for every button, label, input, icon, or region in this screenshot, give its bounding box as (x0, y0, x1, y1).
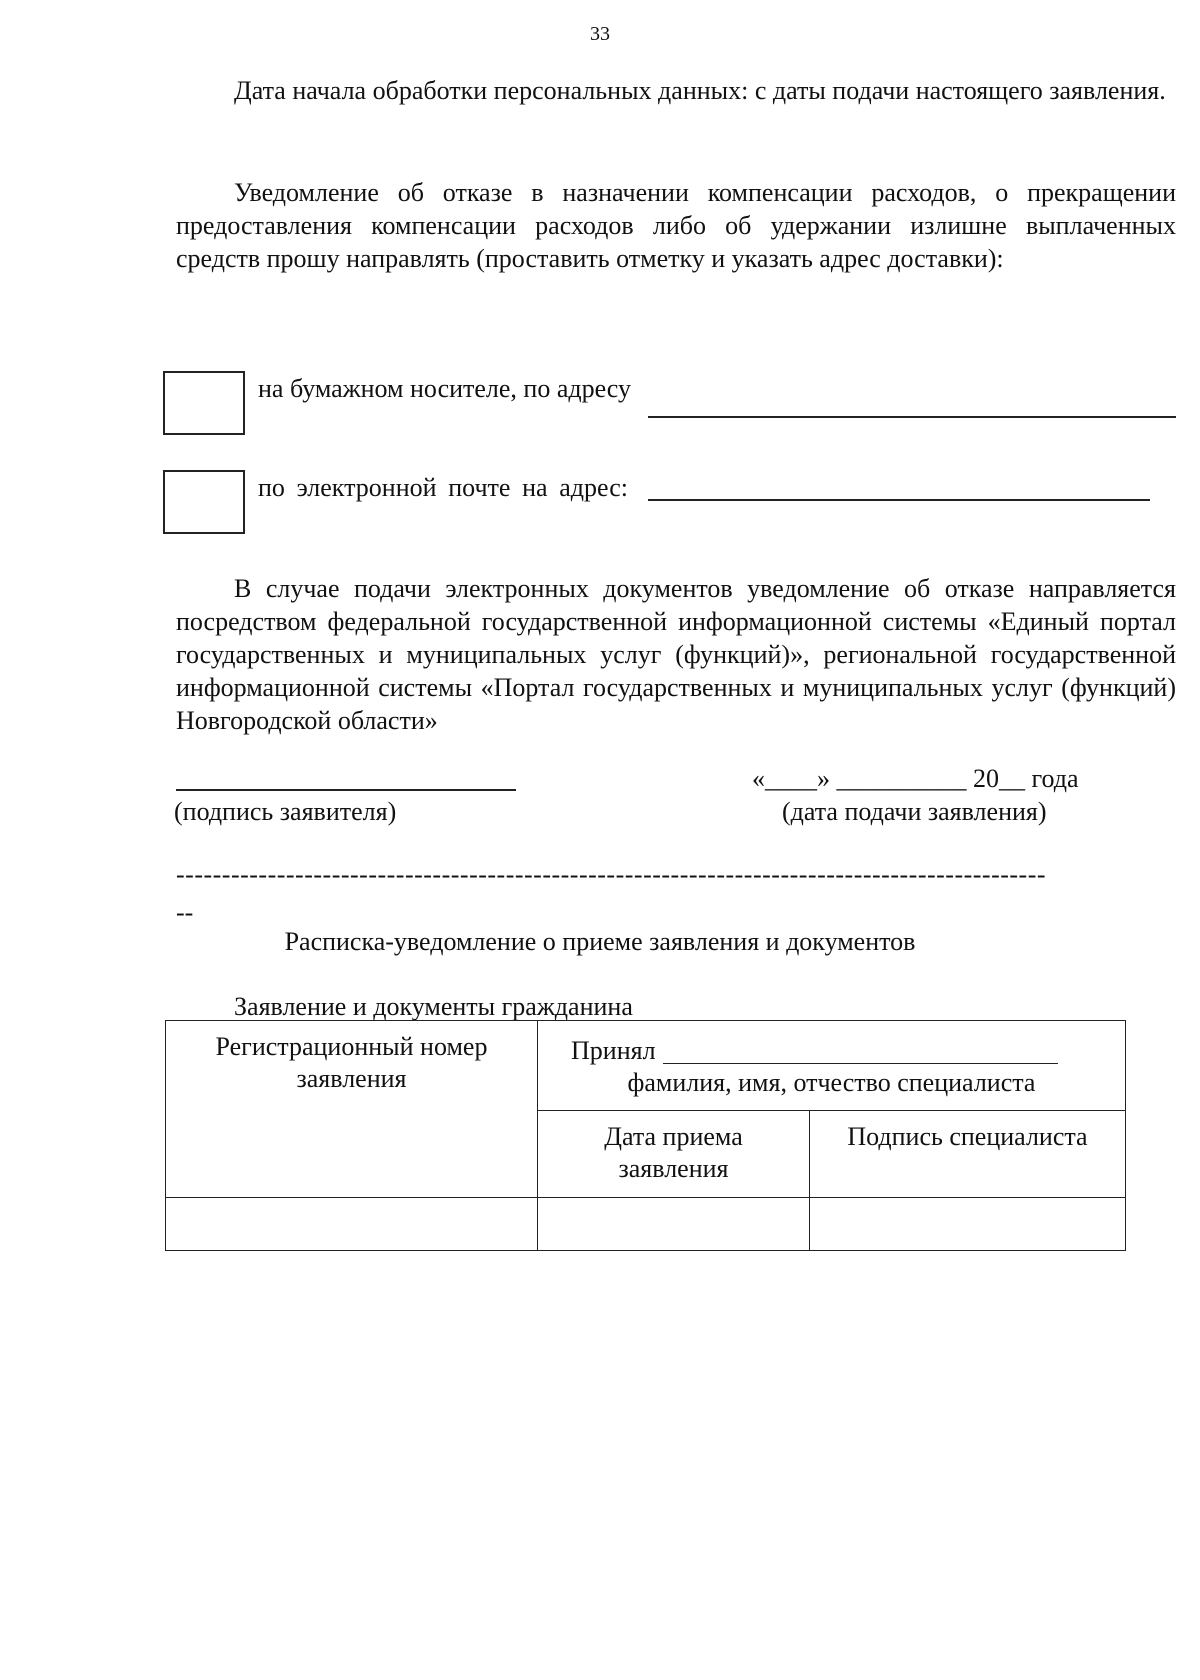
submission-date-line[interactable]: «____» __________ 20__ года (752, 764, 1079, 793)
reg-number-label: Регистрационный номер заявления (215, 1032, 488, 1093)
page-number: 33 (590, 23, 610, 45)
processing-start-text: Дата начала обработки персональных данных: с даты подачи настоящего заявления. (234, 76, 1166, 105)
applicant-signature-line[interactable] (176, 789, 516, 791)
accepted-by-cell (538, 1021, 1126, 1111)
receipt-date-value-cell[interactable] (538, 1198, 810, 1251)
reg-number-value-cell[interactable] (166, 1198, 538, 1251)
accepted-name-line[interactable] (663, 1063, 1058, 1064)
specialist-signature-cell (810, 1110, 1126, 1198)
email-delivery-label-line1 (258, 471, 628, 504)
applicant-signature-caption: (подпись заявителя) (174, 797, 397, 826)
cut-line: ----------------------------------------------------------------------------------------------- (176, 860, 1047, 889)
email-address-line[interactable] (648, 499, 1150, 501)
receipt-date-cell (538, 1110, 810, 1198)
notification-intro-paragraph (176, 176, 1176, 275)
specialist-name-caption: фамилия, имя, отчество специалиста (627, 1068, 1036, 1097)
email-delivery-checkbox[interactable] (163, 470, 245, 534)
reg-number-cell (166, 1021, 538, 1198)
specialist-signature-label: Подпись специалиста (847, 1121, 1088, 1151)
notification-intro-text: Уведомление об отказе в назначении компенсации расходов, о прекращении предоставления компенсации расходов либо об удержании излишне выплаченных средств прошу направлять (проставить отметку и указать адрес доставки): (176, 178, 1176, 273)
paper-delivery-checkbox[interactable] (163, 371, 245, 435)
paper-address-line[interactable] (648, 416, 1176, 418)
electronic-docs-paragraph (176, 572, 1176, 737)
accepted-label: Принял (571, 1036, 656, 1065)
receipt-table (165, 1020, 1126, 1251)
processing-start-paragraph (176, 74, 1176, 107)
paper-delivery-label: на бумажном носителе, по адресу (258, 374, 632, 403)
receipt-title: Расписка-уведомление о приеме заявления и документов (284, 927, 916, 956)
specialist-signature-value-cell[interactable] (810, 1198, 1126, 1251)
receipt-intro: Заявление и документы гражданина (234, 992, 633, 1021)
email-delivery-label: по электронной почте на адрес: (258, 473, 628, 502)
electronic-docs-text: В случае подачи электронных документов уведомление об отказе направляется посредством федеральной государственной информационной системы «Единый портал государственных и муниципальных услуг (функций)», региональной государственной информационной системы «Портал государственных и муниципальных услуг (функций) Новгородской области» (176, 574, 1176, 735)
cut-line-tail: -- (176, 898, 194, 927)
receipt-date-label: Дата приема заявления (604, 1121, 743, 1183)
submission-date-caption: (дата подачи заявления) (782, 797, 1047, 826)
